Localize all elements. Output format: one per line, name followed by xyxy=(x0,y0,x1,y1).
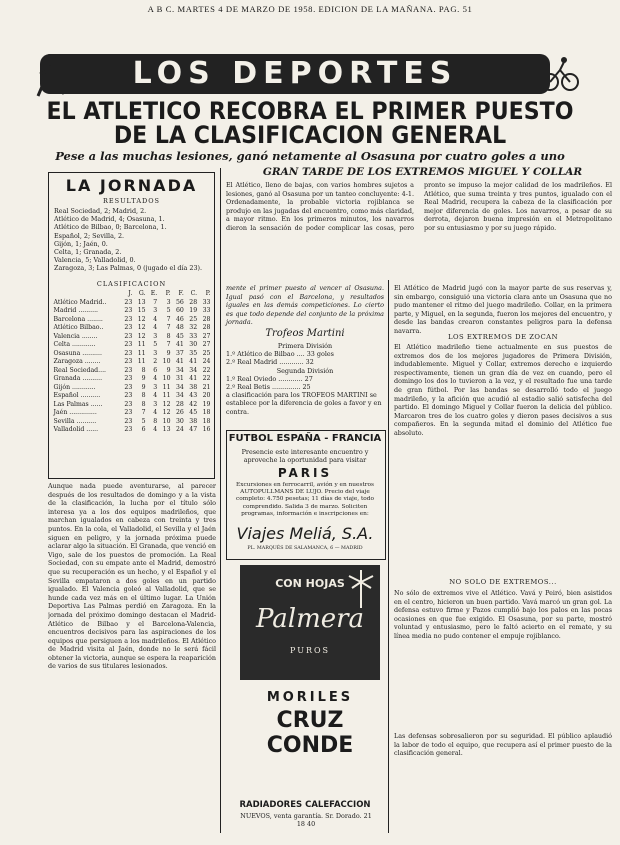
standings-value: 38 xyxy=(189,417,198,425)
standings-value: 8 xyxy=(141,400,146,408)
standings-value: 23 xyxy=(124,366,133,374)
standings-value: 3 xyxy=(153,349,158,357)
closing-text: Las defensas sobresalieron por su seguridad. El público aplaudió la labor de todo el equipo, que recupera así el primer puesto de la clasificación general. xyxy=(394,732,612,758)
ad-futbol-text1: Presencie este interesante encuentro y aproveche la oportunidad para visitar xyxy=(241,448,369,465)
standings-value: 42 xyxy=(189,400,198,408)
palm-tree-icon xyxy=(346,568,376,608)
standings-value: 47 xyxy=(189,426,198,433)
standings-value: 23 xyxy=(124,341,133,348)
standings-value: 4 xyxy=(153,375,158,382)
standings-value: 21 xyxy=(202,383,211,391)
headline-line-1: EL ATLETICO RECOBRA EL PRIMER PUESTO xyxy=(46,97,574,125)
standings-value: 23 xyxy=(124,375,133,382)
standings-value: 5 xyxy=(153,341,158,348)
standings-value: 7 xyxy=(166,324,171,331)
standings-team: Celta ............ xyxy=(53,341,96,348)
standings-value: 4 xyxy=(153,426,158,433)
standings-value: 9 xyxy=(166,349,171,357)
standings-row xyxy=(52,350,212,359)
standings-value: 23 xyxy=(124,400,133,408)
result-item: Real Sociedad, 2; Madrid, 2. xyxy=(54,207,147,215)
standings-value: 28 xyxy=(202,315,211,323)
center-article-continued: mente el primer puesto al vencer al Osasuna. Igual pasó con el Barcelona, y resultados iguales en las demás competiciones. Lo cierto es que todo depende del conjunto de la próxima jornada. xyxy=(226,284,384,327)
standings-row xyxy=(52,426,212,435)
extremos-heading: LOS EXTREMOS DE ZOCAN xyxy=(447,333,559,341)
standings-value: 41 xyxy=(189,358,198,365)
standings-value: 30 xyxy=(189,341,198,348)
standings-value: 33 xyxy=(202,307,211,314)
standings-value: 23 xyxy=(124,409,133,416)
standings-value: 22 xyxy=(202,375,211,382)
result-item: Valencia, 5; Valladolid, 0. xyxy=(54,256,136,265)
standings-value: 5 xyxy=(166,307,171,314)
standings-value: 8 xyxy=(141,392,146,399)
standings-value: 26 xyxy=(175,409,184,416)
section-masthead: LOS DEPORTES xyxy=(40,54,550,94)
standings-row xyxy=(52,324,212,333)
standings-header-cell xyxy=(52,290,120,299)
standings-header-cell: G. xyxy=(138,290,146,297)
standings-value: 45 xyxy=(175,332,184,340)
standings-team: Zaragoza ........ xyxy=(53,358,101,365)
standings-value: 11 xyxy=(137,358,146,365)
standings-value: 12 xyxy=(162,409,171,416)
standings-value: 10 xyxy=(162,417,171,425)
standings-value: 33 xyxy=(189,332,198,340)
standings-value: 33 xyxy=(202,298,211,306)
standings-value: 12 xyxy=(137,315,146,323)
standings-header-cell: P. xyxy=(205,290,211,297)
ad-futbol-title: FUTBOL ESPAÑA - FRANCIA xyxy=(228,433,382,444)
trofeos-div1: Primera División xyxy=(277,342,333,350)
standings-value: 3 xyxy=(153,332,158,340)
right-article-intro: El Atlético de Madrid jugó con la mayor parte de sus reservas y, sin embargo, consiguió una victoria clara ante un Osasuna que no pudo mantener el ritmo del juego madrileño. Collar, en la primera parte, y Miguel, en la segunda, fueron los mejores del encuentro, y desde las bandas crearon constantes peligros para la defensa navarra. xyxy=(394,284,612,335)
extremos-text: El Atlético madrileño tiene actualmente en sus puestos de extremos dos de los mejores jugadores de Primera División, indudablemente. Miguel y Collar, extremos derecho e izquierdo respectivamente, tienen un gran día de vez en cuando, pero el domingo los dos lo tuvieron a la vez, y el resultado fue una tarde de gran fútbol. Por las bandas se desarrolló todo el juego madrileño, y la afición que acudió al estadio salió satisfecha del partido. El domingo Miguel y Collar fueron la delicia del público. Marcaron tres de los cuatro goles y dieron pases decisivos a sus compañeros. En la segunda mitad el dominio del Atlético fue absoluto. xyxy=(394,343,612,437)
standings-value: 45 xyxy=(189,409,198,416)
standings-value: 7 xyxy=(141,409,146,416)
standings-value: 12 xyxy=(137,332,146,340)
ad-agency-name: Viajes Meliá, S.A. xyxy=(236,524,374,543)
nosolo-heading: NO SOLO DE EXTREMOS... xyxy=(449,578,557,586)
standings-value: 27 xyxy=(202,341,211,348)
standings-value: 38 xyxy=(189,383,198,391)
standings-value: 23 xyxy=(124,383,133,391)
trofeos-div2: Segunda División xyxy=(276,366,334,375)
standings-value: 27 xyxy=(202,332,211,340)
ad-moriles-line1: MORILES xyxy=(266,690,354,705)
cyclist-icon xyxy=(540,56,580,92)
standings-value: 23 xyxy=(124,349,133,357)
standings-row xyxy=(52,384,212,393)
standings-value: 11 xyxy=(162,392,171,399)
ad-palmera-top: CON HOJAS xyxy=(275,577,345,590)
standings-row xyxy=(52,299,212,308)
gran-tarde-heading: GRAN TARDE DE LOS EXTREMOS MIGUEL Y COLLAR xyxy=(262,166,583,178)
standings-value: 31 xyxy=(175,375,184,382)
result-item: Zaragoza, 3; Las Palmas, 0 (jugado el día 23). xyxy=(54,264,203,273)
standings-value: 28 xyxy=(175,400,184,408)
standings-value: 13 xyxy=(137,298,146,306)
result-item: Español, 2; Sevilla, 2. xyxy=(54,231,125,240)
standings-value: 32 xyxy=(189,324,198,331)
ad-radiadores-title: RADIADORES CALEFACCION xyxy=(239,800,371,810)
standings-row xyxy=(52,401,212,410)
standings-value: 5 xyxy=(141,417,146,425)
standings-value: 3 xyxy=(153,383,158,391)
standings-value: 12 xyxy=(137,324,146,331)
column-divider xyxy=(388,280,389,833)
standings-value: 41 xyxy=(189,375,198,382)
standings-value: 2 xyxy=(153,358,158,365)
standings-value: 30 xyxy=(175,417,184,425)
ad-futbol-city: PARIS xyxy=(277,466,333,480)
standings-value: 56 xyxy=(175,298,184,306)
headline-subtitle: Pese a las muchas lesiones, ganó netamente al Osasuna por cuatro goles a uno xyxy=(55,149,565,163)
standings-row xyxy=(52,392,212,401)
headline-line-2: DE LA CLASIFICACION GENERAL xyxy=(113,121,507,149)
result-item: Gijón, 1; Jaén, 0. xyxy=(54,239,108,248)
standings-value: 7 xyxy=(166,315,171,323)
trofeos-block xyxy=(226,342,384,416)
standings-value: 4 xyxy=(153,392,158,399)
standings-value: 20 xyxy=(202,392,211,399)
standings-value: 4 xyxy=(153,324,158,331)
standings-value: 23 xyxy=(124,315,133,323)
standings-value: 11 xyxy=(137,341,146,348)
standings-value: 10 xyxy=(162,375,171,382)
standings-value: 37 xyxy=(175,349,184,357)
standings-value: 46 xyxy=(175,315,184,323)
standings-value: 34 xyxy=(175,392,184,399)
standings-value: 23 xyxy=(124,358,133,365)
trofeos-item: 2.º Real Madrid ............ 32 xyxy=(226,358,314,367)
standings-team: Atlético Bilbao.. xyxy=(53,324,104,331)
standings-value: 11 xyxy=(162,383,171,391)
standings-value: 11 xyxy=(137,349,146,357)
standings-value: 19 xyxy=(202,400,211,408)
results-list xyxy=(54,207,212,273)
standings-team: Valladolid ...... xyxy=(53,426,99,433)
standings-header-cell: C. xyxy=(190,290,198,297)
standings-row xyxy=(52,418,212,427)
standings-header-row xyxy=(52,290,212,299)
standings-value: 9 xyxy=(141,383,146,391)
standings-value: 23 xyxy=(124,332,133,340)
standings-value: 3 xyxy=(153,400,158,408)
standings-value: 35 xyxy=(189,349,198,357)
standings-value: 28 xyxy=(202,324,211,331)
standings-value: 15 xyxy=(137,307,146,314)
standings-value: 23 xyxy=(124,307,133,314)
standings-value: 34 xyxy=(175,383,184,391)
trofeos-item: 2.º Real Betis .............. 25 xyxy=(226,383,311,392)
standings-value: 43 xyxy=(189,392,198,399)
standings-team: Sevilla .......... xyxy=(53,417,97,425)
ad-palmera-brand: Palmera xyxy=(255,604,365,634)
nosolo-text: No sólo de extremos vive el Atlético. Vavá y Peiró, bien asistidos en el centro, hicieron un buen partido. Vavá marcó un gran gol. La defensa estuvo firme y Pazos cumplió bajo los palos en las pocas ocasiones en que fue exigido. El Osasuna, por su parte, mostró voluntad y entusiasmo, pero le faltó acierto en el remate, y su línea media no pudo contener el empuje rojiblanco. xyxy=(394,589,612,640)
standings-team: Español .......... xyxy=(53,392,101,399)
standings-row xyxy=(52,341,212,350)
standings-value: 6 xyxy=(141,426,146,433)
standings-row xyxy=(52,358,212,367)
standings-value: 23 xyxy=(124,392,133,399)
standings-team: Jaén .............. xyxy=(53,409,97,416)
standings-value: 7 xyxy=(153,298,158,306)
standings-team: Barcelona ........ xyxy=(53,315,103,323)
standings-value: 23 xyxy=(124,324,133,331)
standings-value: 13 xyxy=(162,426,171,433)
standings-value: 34 xyxy=(189,366,198,374)
standings-header-cell: F. xyxy=(178,290,184,297)
clasificacion-title: CLASIFICACION xyxy=(96,280,167,288)
standings-value: 12 xyxy=(162,400,171,408)
standings-team: Las Palmas ...... xyxy=(53,400,103,408)
standings-value: 19 xyxy=(189,307,198,314)
standings-value: 24 xyxy=(175,426,184,433)
soccer-player-icon xyxy=(30,50,70,98)
standings-value: 4 xyxy=(153,409,158,416)
standings-value: 9 xyxy=(166,366,171,374)
standings-row xyxy=(52,409,212,418)
standings-value: 48 xyxy=(175,324,184,331)
standings-value: 8 xyxy=(166,332,171,340)
column-divider xyxy=(220,168,221,833)
ad-agency-address: PL. MARQUÉS DE SALAMANCA, 6 — MADRID xyxy=(247,546,363,551)
standings-value: 60 xyxy=(175,307,184,314)
results-title: RESULTADOS xyxy=(102,197,161,205)
result-item: Atlético de Bilbao, 0; Barcelona, 1. xyxy=(54,223,167,232)
trofeos-item: 1.º Atlético de Bilbao .... 33 goles xyxy=(226,350,334,359)
standings-value: 6 xyxy=(153,366,158,374)
ad-futbol-text2: Excursiones en ferrocarril, avión y en nuestros AUTOPULLMANS DE LUJO. Precio del viaje completo: 4.750 pesetas; 11 días de viaje, todo comprendido. Salida 3 de marzo. Soliciten programas, información e inscripciones en: xyxy=(235,482,375,517)
standings-header-cell: P. xyxy=(165,290,171,297)
trofeos-note: a clasificación para los TROFEOS MARTINI se establece por la diferencia de goles a favor y en contra. xyxy=(226,391,382,416)
trofeos-item: 1.º Real Oviedo ............ 27 xyxy=(226,374,313,383)
result-item: Celta, 1; Granada, 2. xyxy=(54,248,122,257)
standings-team: Real Sociedad.... xyxy=(53,366,107,374)
standings-value: 3 xyxy=(166,298,171,306)
standings-value: 41 xyxy=(175,341,184,348)
standings-value: 18 xyxy=(202,409,211,416)
standings-value: 23 xyxy=(124,298,133,306)
ad-radiadores-text: NUEVOS, venta garantía. Sr. Dorado. 21 18 40 xyxy=(240,812,372,829)
standings-row xyxy=(52,316,212,325)
standings-team: Osasuna .......... xyxy=(53,349,102,357)
standings-value: 4 xyxy=(153,315,158,323)
standings-value: 9 xyxy=(141,375,146,382)
standings-value: 41 xyxy=(175,358,184,365)
center-article-text: El Atlético, lleno de bajas, con varios hombres sujetos a lesiones, ganó al Osasuna por un tanteo concluyente: 4-1. Ordenadamente, la probable victoria rojiblanca se produjo en las jugadas del encuentro, como más claridad, a mayor ritmo. En los primeros minutos, los navarros dieron la sensación de poder complicar las cosas, pero pronto se impuso la mejor calidad de los madrileños. El Atlético, que suma treinta y tres puntos, igualado con el Real Madrid, recupera la cabeza de la clasificación por mejor diferencia de goles. Los navarros, a pesar de su derrota, dejaron buena impresión en el Metropolitano por su entusiasmo y por su juego rápido. xyxy=(226,181,612,232)
standings-value: 25 xyxy=(202,349,211,357)
standings-team: Madrid .......... xyxy=(53,307,99,314)
trofeos-title: Trofeos Martini xyxy=(265,328,345,339)
standings-table xyxy=(52,290,212,435)
standings-row xyxy=(52,375,212,384)
standings-team: Valencia ........ xyxy=(53,332,98,340)
standings-value: 8 xyxy=(141,366,146,374)
standings-value: 3 xyxy=(153,307,158,314)
result-item: Atlético de Madrid, 4; Osasuna, 1. xyxy=(54,215,165,224)
standings-value: 16 xyxy=(202,426,211,433)
standings-header-cell: E. xyxy=(150,290,158,297)
standings-value: 7 xyxy=(166,341,171,348)
standings-value: 34 xyxy=(175,366,184,374)
standings-team: Atlético Madrid.. xyxy=(53,298,107,306)
standings-row xyxy=(52,307,212,316)
standings-value: 23 xyxy=(124,426,133,433)
running-head: A B C. MARTES 4 DE MARZO DE 1958. EDICION DE LA MAÑANA. PAG. 51 xyxy=(147,4,473,14)
standings-row xyxy=(52,333,212,342)
standings-value: 22 xyxy=(202,366,211,374)
standings-team: Granada .......... xyxy=(53,375,103,382)
standings-value: 8 xyxy=(153,417,158,425)
standings-value: 10 xyxy=(162,358,171,365)
standings-value: 28 xyxy=(189,298,198,306)
standings-value: 25 xyxy=(189,315,198,323)
ad-moriles-line2: CRUZ CONDE xyxy=(266,708,354,758)
standings-header-cell: J. xyxy=(128,290,133,297)
standings-value: 23 xyxy=(124,417,133,425)
standings-row xyxy=(52,367,212,376)
left-article-text: Aunque nada puede aventurarse, al parecer después de los resultados de domingo y a la vista de la clasificación, la lucha por el título sólo interesa ya a los dos equipos madrileños, que marchan igualados en cabeza con treinta y tres puntos. En la cola, el Valladolid, el Sevilla y el Jaén siguen en peligro, y la jornada próxima puede aclarar algo la situación. El Granada, que venció en Vigo, sale de los puestos de promoción. La Real Sociedad, con su empate ante el Madrid, demostró que su recuperación es un hecho, y el Español y el Sevilla empataron a dos goles en un partido igualado. El Valencia goleó al Valladolid, que se hunde cada vez más en el último lugar. La Unión Deportiva Las Palmas perdió en Zaragoza. En la jornada del próximo domingo destacan el Madrid-Atlético de Bilbao y el Barcelona-Valencia, encuentros decisivos para las aspiraciones de los equipos que persiguen a los madrileños. El Atlético de Madrid visita al Jaén, donde no le será fácil obtener la victoria, aunque se espera la reaparición de varios de sus titulares lesionados. xyxy=(48,482,216,671)
jornada-title: LA JORNADA xyxy=(65,176,198,195)
standings-value: 18 xyxy=(202,417,211,425)
standings-value: 24 xyxy=(202,358,211,365)
ad-palmera-bottom: PUROS xyxy=(289,646,331,655)
standings-team: Gijón ............ xyxy=(53,383,96,391)
